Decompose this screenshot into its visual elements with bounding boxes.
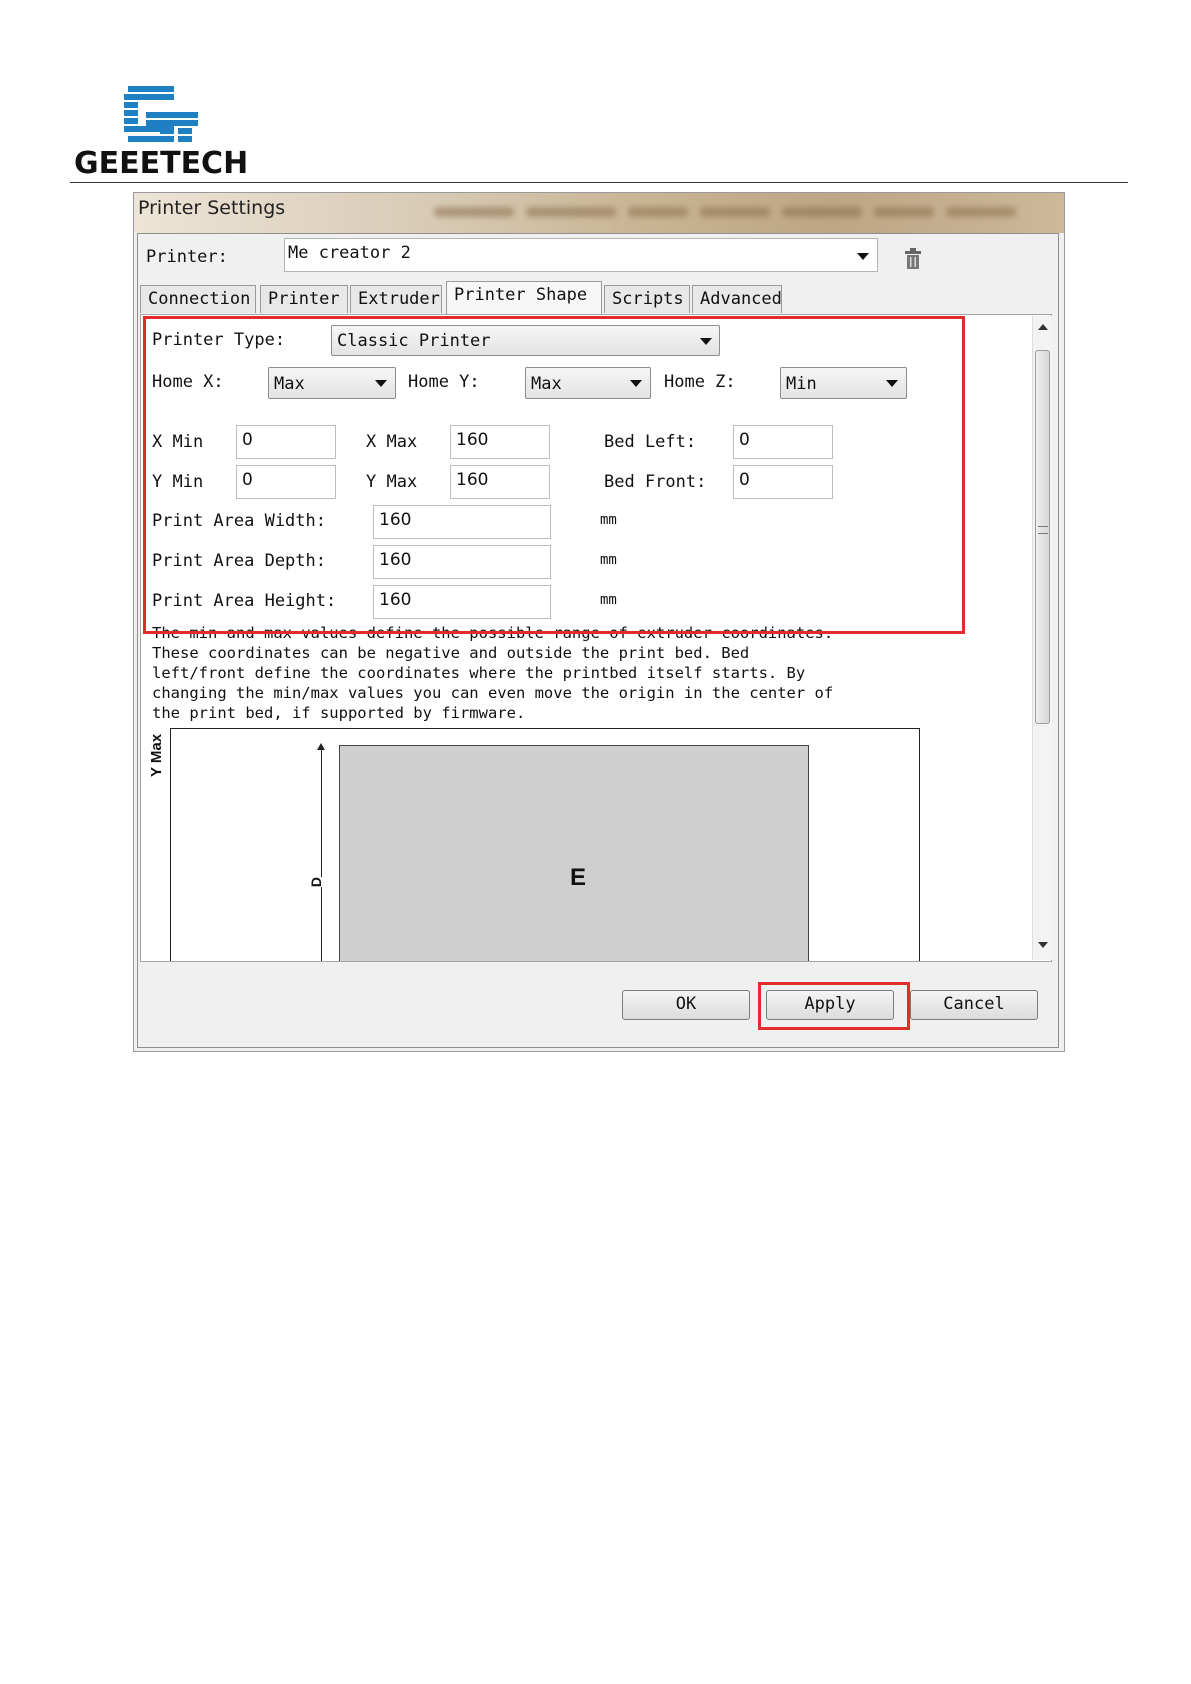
diagram-e-label: E [570, 864, 587, 891]
chevron-down-icon [857, 253, 869, 260]
depth-unit: mm [600, 552, 617, 568]
description-line: left/front define the coordinates where the printbed itself starts. By [152, 664, 806, 682]
print-area-width-label: Print Area Width: [152, 511, 326, 531]
y-max-label: Y Max [366, 472, 418, 492]
height-unit: mm [600, 592, 617, 608]
settings-highlight-box [143, 316, 965, 634]
bed-left-input[interactable]: 0 [733, 425, 833, 459]
printer-type-label: Printer Type: [152, 330, 286, 350]
width-unit: mm [600, 512, 617, 528]
scroll-down-icon[interactable] [1038, 942, 1048, 948]
scroll-up-icon[interactable] [1038, 324, 1048, 330]
x-max-input[interactable]: 160 [450, 425, 550, 459]
print-area-depth-input[interactable]: 160 [373, 545, 551, 579]
titlebar-background-window [434, 197, 1054, 227]
bed-left-label: Bed Left: [604, 432, 697, 452]
printer-type-value: Classic Printer [337, 331, 491, 351]
ok-button[interactable]: OK [622, 990, 750, 1020]
y-max-input[interactable]: 160 [450, 465, 550, 499]
description-line: changing the min/max values you can even move the origin in the center of [152, 684, 834, 702]
print-area-height-label: Print Area Height: [152, 591, 337, 611]
bed-front-input[interactable]: 0 [733, 465, 833, 499]
cancel-button[interactable]: Cancel [910, 990, 1038, 1020]
tab-scripts[interactable]: Scripts [604, 285, 690, 313]
apply-button[interactable]: Apply [766, 990, 894, 1020]
home-x-label: Home X: [152, 372, 224, 392]
print-area-height-input[interactable]: 160 [373, 585, 551, 619]
print-area-depth-label: Print Area Depth: [152, 551, 326, 571]
home-y-value: Max [531, 374, 562, 394]
tab-printer-shape[interactable]: Printer Shape [446, 281, 602, 315]
scrollbar-thumb[interactable] [1035, 350, 1050, 724]
y-min-input[interactable]: 0 [236, 465, 336, 499]
home-y-label: Home Y: [408, 372, 480, 392]
printer-label: Printer: [146, 247, 228, 267]
y-min-label: Y Min [152, 472, 204, 492]
printer-select-value: Me creator 2 [288, 243, 411, 263]
depth-dimension-line [321, 747, 322, 962]
printer-shape-diagram [170, 728, 920, 962]
bed-front-label: Bed Front: [604, 472, 707, 492]
x-min-input[interactable]: 0 [236, 425, 336, 459]
tab-connection[interactable]: Connection [140, 285, 256, 313]
description-line: the print bed, if supported by firmware. [152, 704, 526, 722]
trash-icon[interactable] [904, 248, 922, 270]
dialog-titlebar[interactable] [134, 193, 1064, 233]
diagram-y-max-label: Y Max [148, 733, 166, 778]
x-max-label: X Max [366, 432, 418, 452]
tab-printer[interactable]: Printer [260, 285, 348, 313]
home-z-label: Home Z: [664, 372, 736, 392]
diagram-d-label: D [308, 876, 325, 888]
print-bed-area [339, 745, 809, 962]
tab-advanced[interactable]: Advanced [692, 285, 782, 313]
description-line: These coordinates can be negative and outside the print bed. Bed [152, 644, 750, 662]
dialog-title: Printer Settings [138, 197, 286, 219]
arrow-up-icon [317, 743, 325, 750]
print-area-width-input[interactable]: 160 [373, 505, 551, 539]
home-x-value: Max [274, 374, 305, 394]
brand-name: GEEETECH [74, 146, 249, 181]
apply-highlight-box [758, 982, 910, 1030]
home-z-value: Min [786, 374, 817, 394]
header-divider [70, 182, 1128, 183]
scroll-grip-icon [1038, 526, 1048, 534]
description-line: The min and max values define the possible range of extruder coordinates. [152, 624, 834, 642]
tab-extruder[interactable]: Extruder [350, 285, 442, 313]
description-text [152, 623, 833, 723]
printer-select[interactable] [284, 238, 878, 272]
x-min-label: X Min [152, 432, 204, 452]
